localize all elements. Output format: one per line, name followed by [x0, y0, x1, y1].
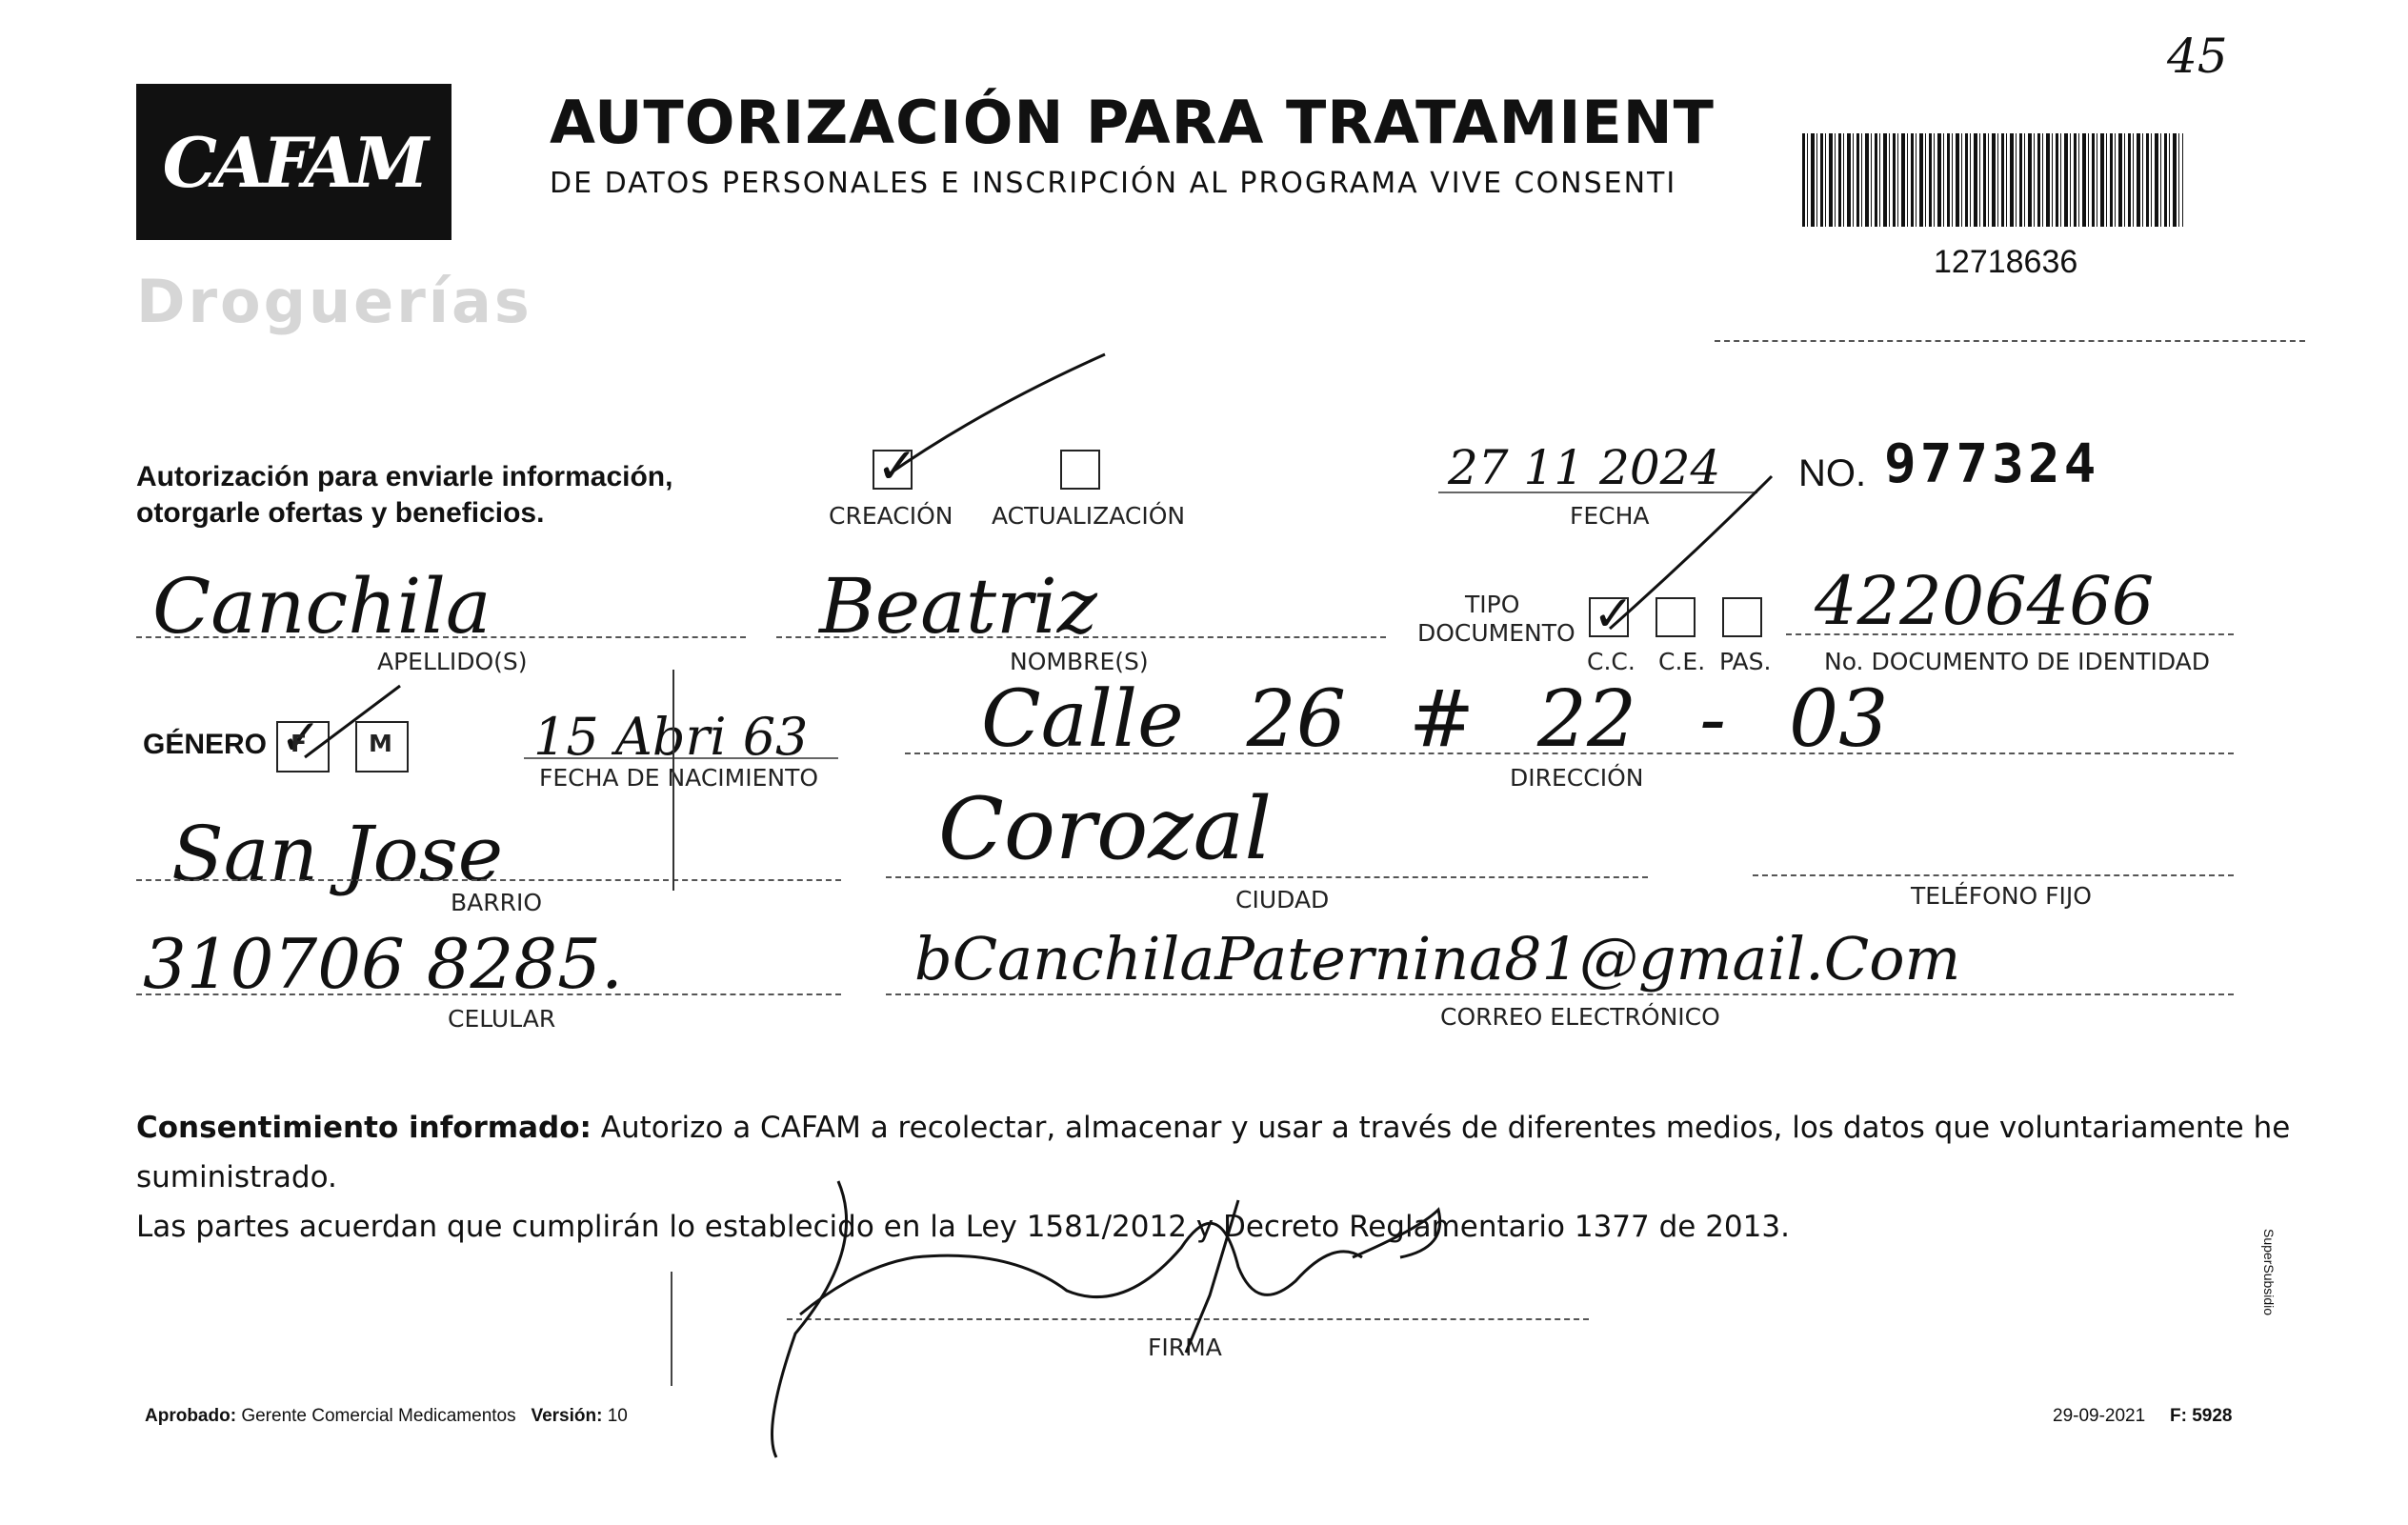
logo-text: CAFAM — [162, 121, 426, 203]
consent-heading: Consentimiento informado: — [136, 1111, 592, 1145]
creacion-check-stroke — [886, 354, 1105, 476]
side-supersubsidio-text: SuperSubsidio — [2261, 1229, 2277, 1316]
fecha-label: FECHA — [1570, 502, 1650, 530]
cc-label: C.C. — [1587, 648, 1635, 675]
apellido-label: APELLIDO(S) — [377, 648, 528, 675]
correo-label: CORREO ELECTRÓNICO — [1440, 1003, 1720, 1031]
barcode-number: 12718636 — [1934, 244, 2078, 280]
authorization-heading-2: otorgarle ofertas y beneficios. — [136, 497, 545, 529]
barrio-value[interactable]: San Jose — [171, 810, 504, 898]
tipo-documento-label-2: DOCUMENTO — [1417, 619, 1575, 647]
fecha-nacimiento-value[interactable]: 15 Abri 63 — [533, 707, 809, 767]
fecha-nacimiento-label: FECHA DE NACIMIENTO — [539, 764, 819, 792]
nombre-label: NOMBRE(S) — [1010, 648, 1149, 675]
footer-code: F: 5928 — [2170, 1406, 2233, 1426]
cc-check-stroke — [1610, 476, 1772, 629]
actualizacion-label: ACTUALIZACIÓN — [992, 502, 1186, 530]
tipo-documento-label-1: TIPO — [1465, 591, 1520, 618]
consent-text-1: Autorizo a CAFAM a recolectar, almacenar y usar a través de diferentes medios, los datos que voluntariamente he suministrado. — [136, 1111, 2291, 1194]
creacion-label: CREACIÓN — [829, 502, 953, 530]
ce-label: C.E. — [1658, 648, 1706, 675]
barrio-label: BARRIO — [451, 889, 543, 916]
telefono-label: TELÉFONO FIJO — [1911, 882, 2092, 910]
signature-stroke-3 — [1353, 1210, 1440, 1257]
signature-stroke-2 — [800, 1223, 1362, 1314]
aprobado-value: Gerente Comercial Medicamentos — [241, 1406, 516, 1426]
corner-handwritten-mark: 45 — [2167, 29, 2228, 84]
footer-date: 29-09-2021 — [2053, 1406, 2146, 1426]
genero-f-label: F — [291, 730, 308, 757]
celular-value[interactable]: 310706 8285. — [143, 924, 623, 1004]
genero-m-label: M — [369, 730, 392, 757]
fecha-value[interactable]: 27 11 2024 — [1448, 440, 1721, 495]
version-label: Versión: — [531, 1406, 603, 1426]
form-title: AUTORIZACIÓN PARA TRATAMIENT — [550, 88, 1715, 157]
signature-stroke-1 — [773, 1181, 847, 1457]
ciudad-value[interactable]: Corozal — [938, 779, 1273, 879]
ciudad-label: CIUDAD — [1235, 886, 1330, 913]
apellido-value[interactable]: Canchila — [152, 562, 492, 651]
direccion-value[interactable]: Calle 26 # 22 - 03 — [981, 674, 1889, 765]
authorization-heading-1: Autorización para enviarle información, — [136, 461, 673, 492]
genero-check-stroke — [305, 686, 400, 757]
form-subtitle: DE DATOS PERSONALES E INSCRIPCIÓN AL PROGRAMA VIVE CONSENTI — [550, 167, 1677, 200]
signature-label: FIRMA — [1148, 1334, 1222, 1361]
form-number: 977324 — [1884, 433, 2100, 495]
celular-label: CELULAR — [448, 1005, 556, 1033]
aprobado-label: Aprobado: — [145, 1406, 237, 1426]
pas-label: PAS. — [1719, 648, 1772, 675]
logo-subtitle: Droguerías — [136, 267, 532, 336]
nombre-value[interactable]: Beatriz — [819, 562, 1097, 651]
genero-label: GÉNERO — [143, 729, 268, 760]
version-value: 10 — [607, 1406, 628, 1426]
documento-value[interactable]: 42206466 — [1815, 562, 2155, 640]
consent-text-2: Las partes acuerdan que cumplirán lo establecido en la Ley 1581/2012 y Decreto Reglamentario 1377 de 2013. — [136, 1210, 1790, 1244]
number-label: NO. — [1798, 452, 1867, 494]
direccion-label: DIRECCIÓN — [1510, 764, 1644, 792]
documento-label: No. DOCUMENTO DE IDENTIDAD — [1824, 648, 2211, 675]
correo-value[interactable]: bCanchilaPaternina81@gmail.Com — [914, 924, 1961, 993]
